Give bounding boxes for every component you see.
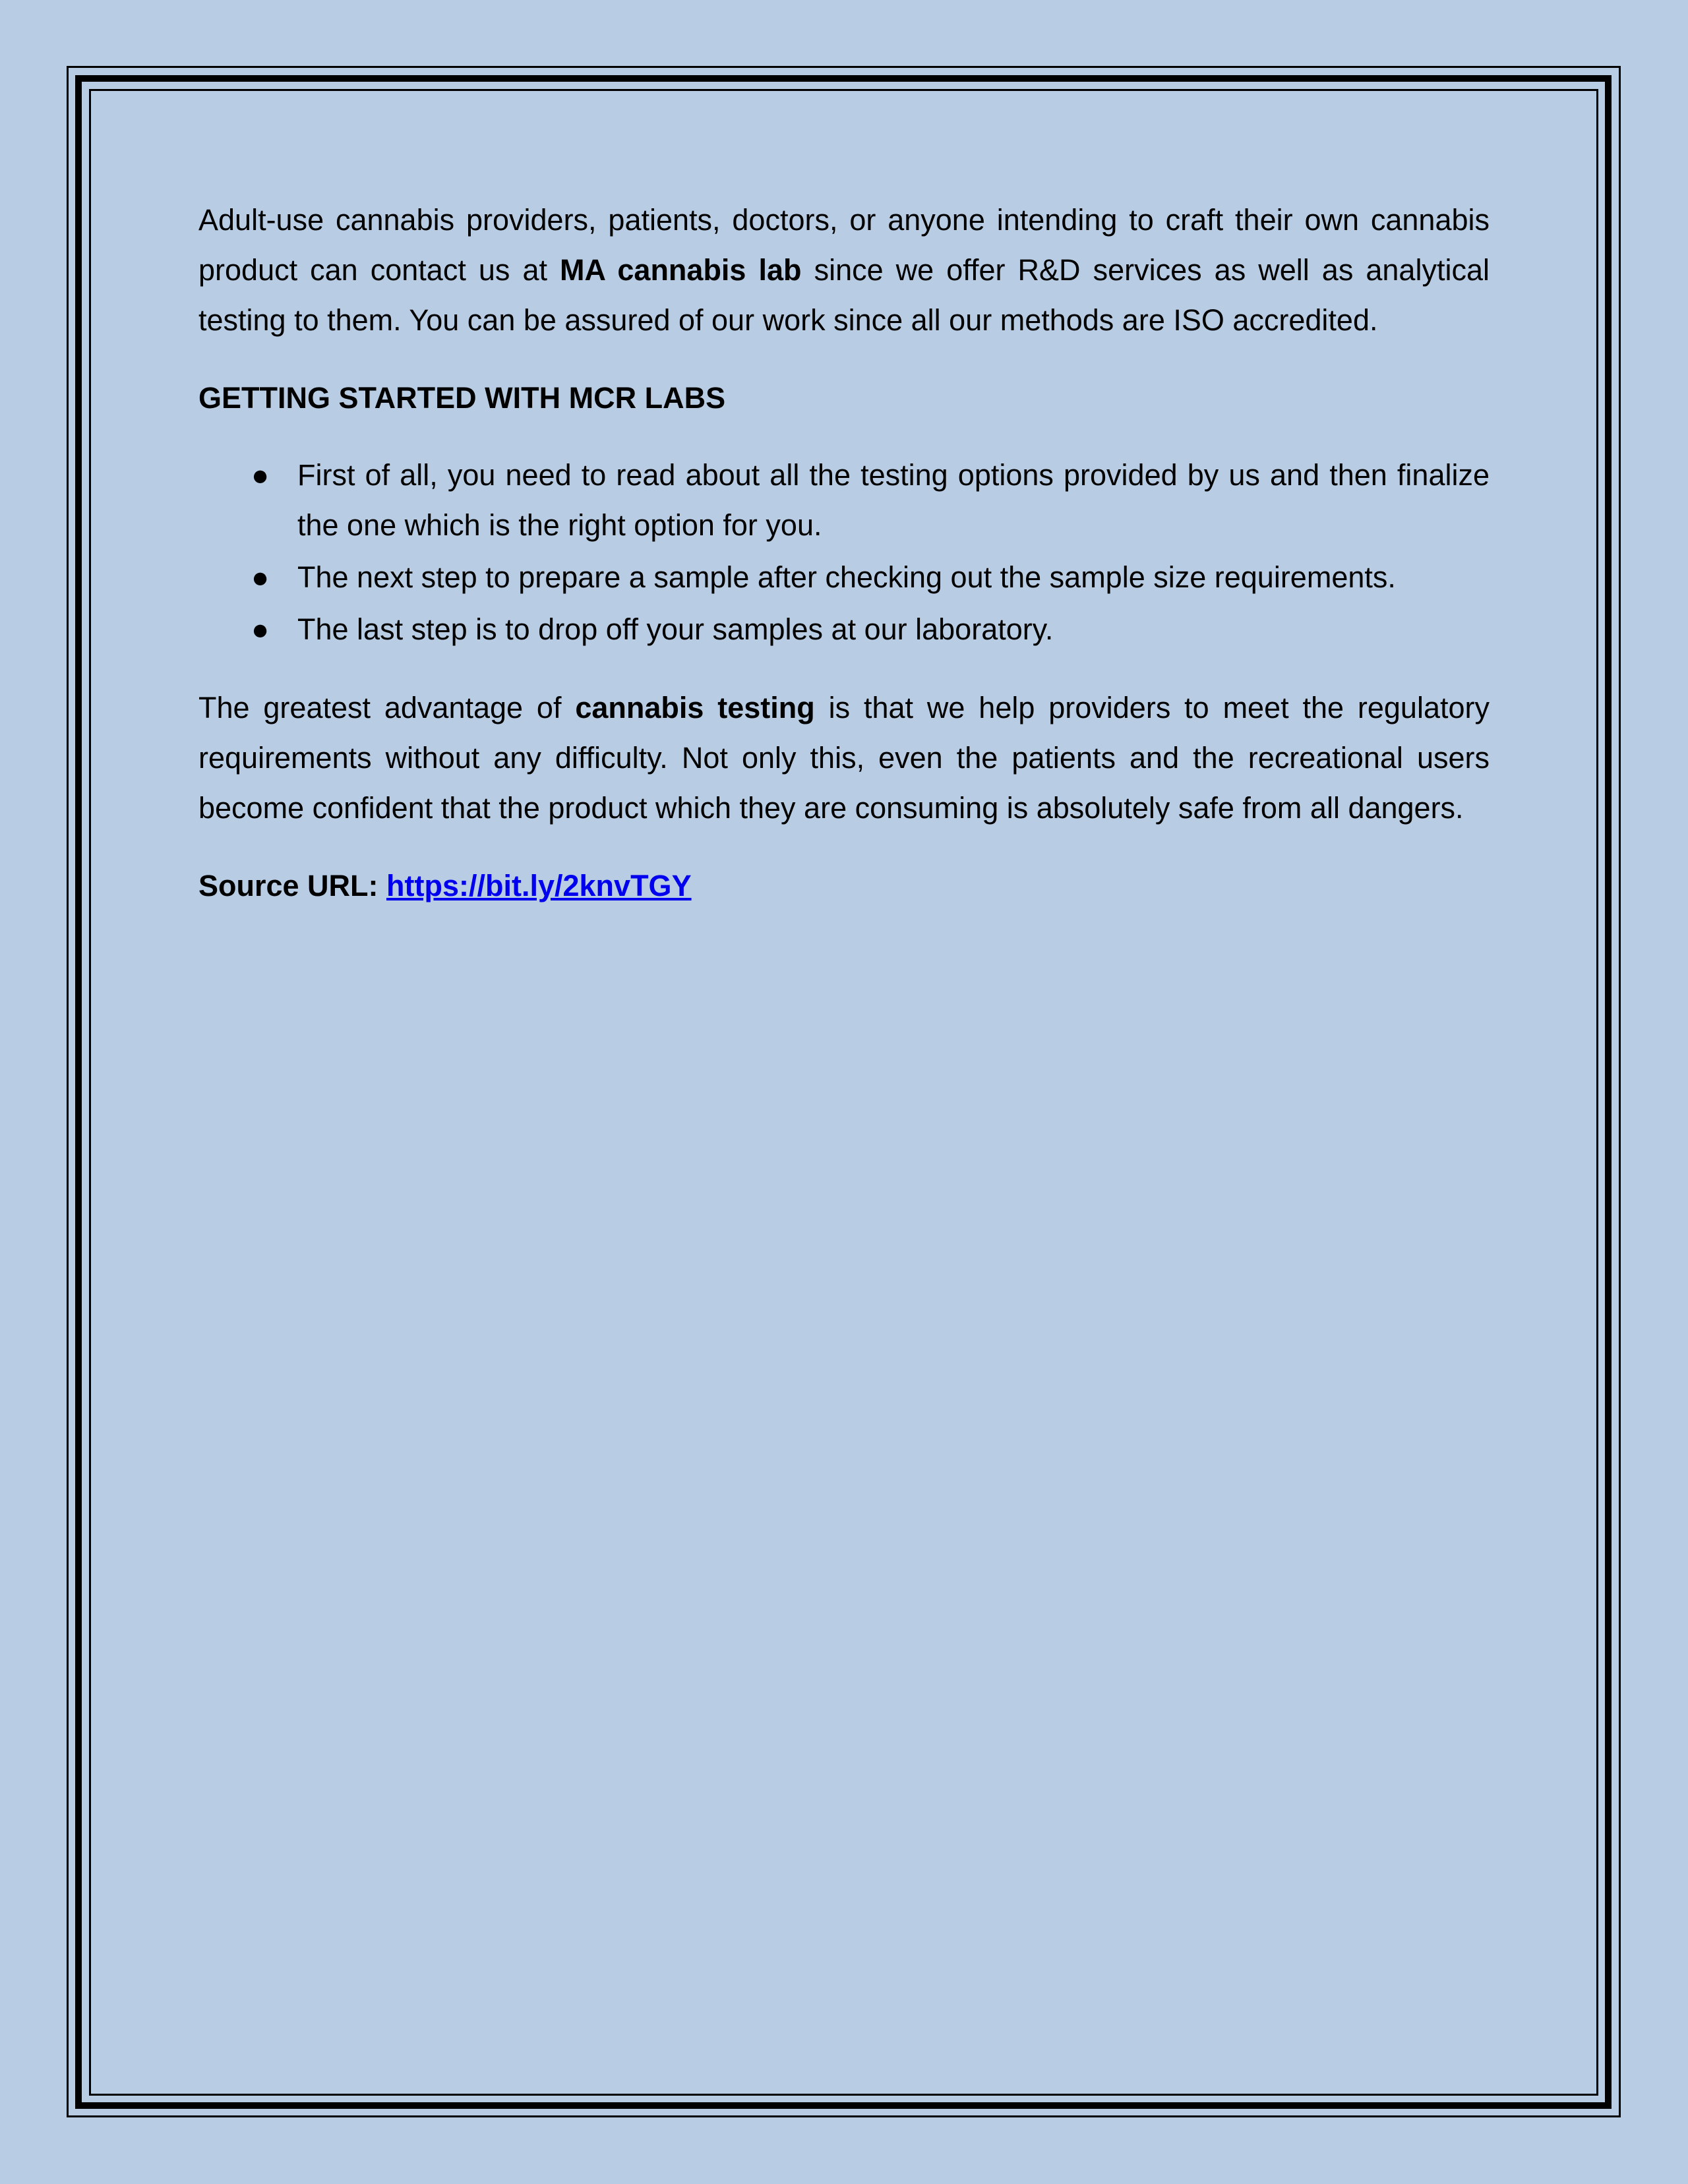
bullet-icon: ● [251, 612, 270, 646]
source-link[interactable]: https://bit.ly/2knvTGY [386, 869, 692, 902]
bullet-icon: ● [251, 560, 270, 594]
advantage-paragraph [198, 683, 1490, 833]
source-label: Source URL: [198, 869, 387, 902]
document-body [198, 195, 1490, 911]
steps-list [198, 450, 1490, 655]
source-line [198, 861, 1490, 911]
section-heading: GETTING STARTED WITH MCR LABS [198, 381, 726, 415]
advantage-text-before: The greatest advantage of [198, 691, 576, 724]
bullet-icon: ● [251, 458, 270, 492]
list-item [198, 552, 1490, 603]
list-item [198, 450, 1490, 550]
step-text: The last step is to drop off your samples at our laboratory. [297, 612, 1054, 646]
advantage-text-after: is that we help providers to meet the regulatory requirements without any difficulty. Not only this, even the patients and the recreational users become confident that the product which they are consuming is absolutely safe from all dangers. [198, 691, 1490, 825]
intro-bold-term: MA cannabis lab [560, 253, 802, 287]
list-item [198, 605, 1490, 655]
intro-paragraph [198, 195, 1490, 345]
intro-text-after: since we offer R&D services as well as analytical testing to them. You can be assured of our work since all our methods are ISO accredited. [198, 253, 1490, 337]
advantage-bold-term: cannabis testing [575, 691, 815, 724]
step-text: First of all, you need to read about all the testing options provided by us and then finalize the one which is the right option for you. [297, 458, 1490, 542]
intro-text-before: Adult-use cannabis providers, patients, doctors, or anyone intending to craft their own cannabis product can contact us at [198, 203, 1490, 287]
step-text: The next step to prepare a sample after checking out the sample size requirements. [297, 560, 1396, 594]
